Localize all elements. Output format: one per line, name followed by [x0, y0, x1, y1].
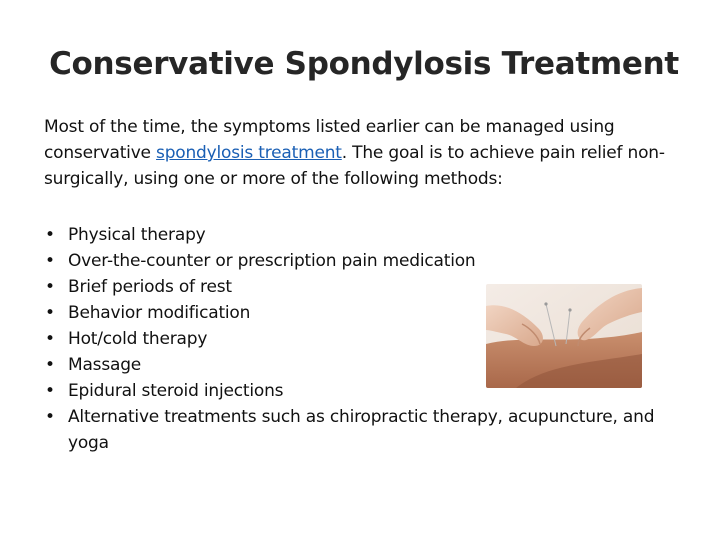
list-item: • Epidural steroid injections	[44, 378, 684, 404]
list-item: • Alternative treatments such as chiropractic therapy, acupuncture, and yoga	[44, 404, 684, 456]
slide-title: Conservative Spondylosis Treatment	[49, 46, 679, 82]
list-item: • Hot/cold therapy	[44, 326, 684, 352]
intro-text-after: . The goal is to achieve pain relief non-surgically, using one or more of the following methods:	[44, 143, 665, 189]
list-item: • Behavior modification	[44, 300, 684, 326]
list-item: • Massage	[44, 352, 684, 378]
intro-paragraph	[44, 114, 684, 192]
list-item: • Physical therapy	[44, 222, 684, 248]
list-item: • Over-the-counter or prescription pain medication	[44, 248, 684, 274]
intro-text-before: Most of the time, the symptoms listed earlier can be managed using conservative	[44, 117, 615, 163]
acupuncture-photo	[486, 284, 642, 388]
list-item: • Brief periods of rest	[44, 274, 684, 300]
spondylosis-treatment-link[interactable]: spondylosis treatment	[156, 143, 342, 163]
